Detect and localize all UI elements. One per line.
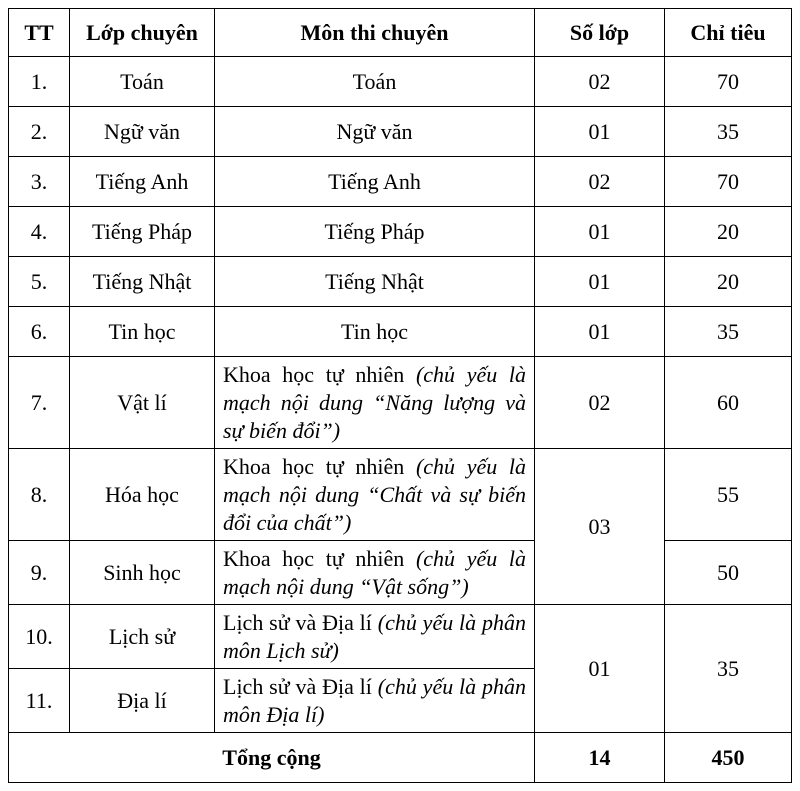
- mon-thi-plain: Khoa học tự nhiên: [223, 545, 405, 571]
- cell-lop-chuyen: Lịch sử: [70, 605, 215, 669]
- cell-so-lop: 01: [535, 307, 665, 357]
- header-chi-tieu: Chỉ tiêu: [665, 9, 792, 57]
- mon-thi-plain: Lịch sử và Địa lí: [223, 673, 372, 699]
- header-so-lop: Số lớp: [535, 9, 665, 57]
- cell-chi-tieu: 35: [665, 107, 792, 157]
- table-row: [9, 157, 792, 207]
- cell-mon-thi: [215, 669, 535, 733]
- cell-tt: 6.: [9, 307, 70, 357]
- cell-chi-tieu: 70: [665, 157, 792, 207]
- mon-thi-plain: Khoa học tự nhiên: [223, 453, 405, 479]
- cell-lop-chuyen: Tiếng Pháp: [70, 207, 215, 257]
- cell-chi-tieu: 20: [665, 207, 792, 257]
- mon-thi-note: (chủ yếu là phân môn Địa lí): [223, 673, 526, 727]
- cell-so-lop: 02: [535, 157, 665, 207]
- cell-mon-thi: [215, 357, 535, 449]
- cell-so-lop: 01: [535, 107, 665, 157]
- cell-tt: 1.: [9, 57, 70, 107]
- cell-tt: 3.: [9, 157, 70, 207]
- cell-so-lop-merged: 01: [535, 605, 665, 733]
- mon-thi-plain: Khoa học tự nhiên: [223, 361, 405, 387]
- table-row: [9, 107, 792, 157]
- cell-chi-tieu: 55: [665, 449, 792, 541]
- cell-so-lop: 02: [535, 57, 665, 107]
- mon-thi-plain: Lịch sử và Địa lí: [223, 609, 372, 635]
- cell-mon-thi: [215, 605, 535, 669]
- cell-lop-chuyen: Ngữ văn: [70, 107, 215, 157]
- cell-tt: 10.: [9, 605, 70, 669]
- total-chi-tieu: 450: [665, 733, 792, 783]
- cell-lop-chuyen: Địa lí: [70, 669, 215, 733]
- cell-lop-chuyen: Tin học: [70, 307, 215, 357]
- header-lop-chuyen: Lớp chuyên: [70, 9, 215, 57]
- cell-mon-thi: Tiếng Anh: [215, 157, 535, 207]
- table-row: [9, 541, 792, 605]
- cell-mon-thi: Ngữ văn: [215, 107, 535, 157]
- table-row: [9, 307, 792, 357]
- cell-mon-thi: Tiếng Pháp: [215, 207, 535, 257]
- mon-thi-note: (chủ yếu là mạch nội dung “Năng lượng và sự biến đổi”): [223, 361, 526, 443]
- header-row: [9, 9, 792, 57]
- header-mon-thi-chuyen: Môn thi chuyên: [215, 9, 535, 57]
- cell-mon-thi: [215, 541, 535, 605]
- cell-so-lop-merged: 03: [535, 449, 665, 605]
- table-row: [9, 449, 792, 541]
- cell-lop-chuyen: Tiếng Anh: [70, 157, 215, 207]
- cell-tt: 11.: [9, 669, 70, 733]
- cell-mon-thi: Tiếng Nhật: [215, 257, 535, 307]
- cell-chi-tieu: 50: [665, 541, 792, 605]
- table-row: [9, 605, 792, 669]
- cell-so-lop: 01: [535, 257, 665, 307]
- total-label: Tổng cộng: [9, 733, 535, 783]
- table-row: [9, 207, 792, 257]
- cell-so-lop: 01: [535, 207, 665, 257]
- cell-chi-tieu: 35: [665, 307, 792, 357]
- cell-tt: 2.: [9, 107, 70, 157]
- cell-chi-tieu-merged: 35: [665, 605, 792, 733]
- table-row: [9, 257, 792, 307]
- cell-lop-chuyen: Toán: [70, 57, 215, 107]
- cell-mon-thi: Toán: [215, 57, 535, 107]
- table-row: [9, 357, 792, 449]
- cell-lop-chuyen: Tiếng Nhật: [70, 257, 215, 307]
- cell-so-lop: 02: [535, 357, 665, 449]
- mon-thi-note: (chủ yếu là mạch nội dung “Vật sống”): [223, 545, 526, 599]
- cell-tt: 5.: [9, 257, 70, 307]
- cell-lop-chuyen: Vật lí: [70, 357, 215, 449]
- cell-tt: 8.: [9, 449, 70, 541]
- cell-mon-thi: Tin học: [215, 307, 535, 357]
- cell-chi-tieu: 20: [665, 257, 792, 307]
- mon-thi-note: (chủ yếu là mạch nội dung “Chất và sự biến đổi của chất”): [223, 453, 526, 535]
- header-tt: TT: [9, 9, 70, 57]
- cell-mon-thi: [215, 449, 535, 541]
- table-row: [9, 57, 792, 107]
- admission-quota-table: [8, 8, 792, 783]
- cell-tt: 7.: [9, 357, 70, 449]
- cell-lop-chuyen: Sinh học: [70, 541, 215, 605]
- total-so-lop: 14: [535, 733, 665, 783]
- cell-tt: 9.: [9, 541, 70, 605]
- mon-thi-note: (chủ yếu là phân môn Lịch sử): [223, 609, 526, 663]
- total-row: [9, 733, 792, 783]
- cell-chi-tieu: 60: [665, 357, 792, 449]
- cell-tt: 4.: [9, 207, 70, 257]
- cell-chi-tieu: 70: [665, 57, 792, 107]
- cell-lop-chuyen: Hóa học: [70, 449, 215, 541]
